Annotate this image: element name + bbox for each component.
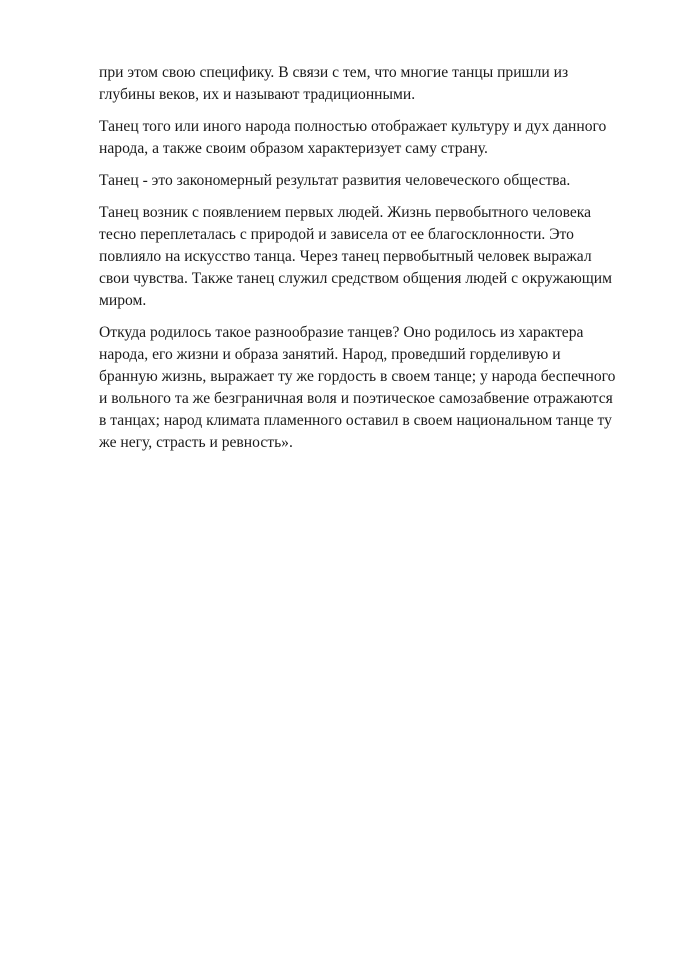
paragraph-3 [99,170,635,192]
paragraph-5 [99,322,635,454]
text-line: народа, а также своим образом характеризует саму страну. [99,140,488,157]
text-line: тесно переплеталась с природой и зависела от ее благосклонности. Это [99,226,574,243]
paragraph-1 [99,62,635,106]
text-line: миром. [99,292,147,309]
text-line: же негу, страсть и ревность». [99,434,293,451]
text-line: свои чувства. Также танец служил средством общения людей с окружающим [99,270,613,287]
text-line: народа, его жизни и образа занятий. Народ, проведший горделивую и [99,346,561,363]
text-line: при этом свою специфику. В связи с тем, что многие танцы пришли из [99,64,569,81]
text-line: Откуда родилось такое разнообразие танцев? Оно родилось из характера [99,324,584,341]
paragraph-2 [99,116,635,160]
text-line: бранную жизнь, выражает ту же гордость в своем танце; у народа беспечного [99,368,616,385]
document-body [99,62,635,464]
text-line: и вольного та же безграничная воля и поэтическое самозабвение отражаются [99,390,613,407]
text-line: Танец - это закономерный результат развития человеческого общества. [99,172,571,189]
text-line: в танцах; народ климата пламенного оставил в своем национальном танце ту [99,412,612,429]
paragraph-4 [99,202,635,312]
text-line: повлияло на искусство танца. Через танец первобытный человек выражал [99,248,592,265]
text-line: Танец того или иного народа полностью отображает культуру и дух данного [99,118,607,135]
text-line: Танец возник с появлением первых людей. Жизнь первобытного человека [99,204,592,221]
text-line: глубины веков, их и называют традиционными. [99,86,416,103]
